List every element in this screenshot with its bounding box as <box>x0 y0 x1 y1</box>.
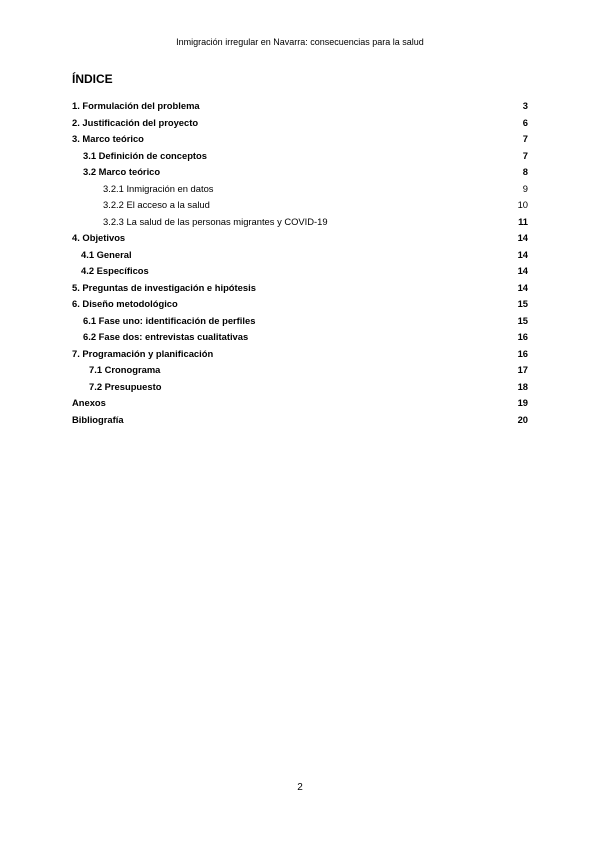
toc-entry-label: 3.2.1 Inmigración en datos <box>103 182 214 194</box>
toc-entry-label: 3. Marco teórico <box>72 133 144 144</box>
running-header: Inmigración irregular en Navarra: consecuencias para la salud <box>176 37 424 47</box>
toc-entry-page: 7 <box>522 133 528 144</box>
toc-entry-label: 6.1 Fase uno: identificación de perfiles <box>83 314 256 326</box>
toc-entry-page: 3 <box>522 100 528 111</box>
toc-entry-label: 4.2 Específicos <box>81 265 149 276</box>
table-of-contents <box>72 98 528 428</box>
toc-entry[interactable] <box>72 296 528 313</box>
toc-entry[interactable] <box>72 395 528 412</box>
toc-entry-label: 3.2.3 La salud de las personas migrantes y COVID-19 <box>103 215 328 227</box>
toc-entry-label: 4.1 General <box>81 248 132 260</box>
toc-entry[interactable] <box>72 362 528 379</box>
toc-entry-page: 14 <box>517 281 528 293</box>
toc-entry-page: 8 <box>522 166 528 177</box>
toc-entry-label: 7.2 Presupuesto <box>89 380 162 392</box>
toc-entry-page: 17 <box>517 364 528 375</box>
toc-entry[interactable] <box>72 181 528 198</box>
toc-entry[interactable] <box>72 197 528 214</box>
toc-entry-page: 16 <box>517 331 528 342</box>
toc-entry-page: 11 <box>518 215 528 227</box>
toc-entry[interactable] <box>72 98 528 115</box>
toc-entry[interactable] <box>72 263 528 280</box>
toc-entry[interactable] <box>72 412 528 429</box>
toc-entry-label: 5. Preguntas de investigación e hipótesis <box>72 281 256 293</box>
toc-entry-page: 9 <box>522 182 528 194</box>
toc-entry-label: 3.2.2 El acceso a la salud <box>103 199 210 210</box>
toc-entry-page: 15 <box>517 314 528 326</box>
toc-entry-page: 20 <box>517 413 528 425</box>
toc-entry[interactable] <box>72 148 528 165</box>
toc-entry[interactable] <box>72 313 528 330</box>
toc-entry-label: 2. Justificación del proyecto <box>72 116 199 128</box>
toc-entry[interactable] <box>72 379 528 396</box>
toc-entry[interactable] <box>72 214 528 231</box>
toc-entry-label: 4. Objetivos <box>72 232 126 243</box>
toc-entry-page: 14 <box>517 265 528 276</box>
toc-entry[interactable] <box>72 230 528 247</box>
toc-entry-label: 6.2 Fase dos: entrevistas cualitativas <box>83 331 249 342</box>
toc-entry-label: 7.1 Cronograma <box>89 364 161 375</box>
toc-entry-label: 3.2 Marco teórico <box>83 166 161 177</box>
toc-entry-label: 1. Formulación del problema <box>72 100 200 111</box>
toc-entry-page: 15 <box>517 298 528 309</box>
toc-entry[interactable] <box>72 131 528 148</box>
toc-entry-label: 6. Diseño metodológico <box>72 298 178 309</box>
toc-entry[interactable] <box>72 164 528 181</box>
toc-entry-page: 18 <box>517 380 528 392</box>
toc-entry-label: Bibliografía <box>72 413 124 425</box>
toc-entry-page: 6 <box>522 116 528 128</box>
toc-entry-page: 14 <box>517 248 528 260</box>
toc-entry[interactable] <box>72 346 528 363</box>
toc-entry[interactable] <box>72 247 528 264</box>
toc-entry-page: 19 <box>517 397 528 408</box>
page-number: 2 <box>297 782 303 793</box>
toc-entry-label: 3.1 Definición de conceptos <box>83 149 207 161</box>
toc-entry-page: 14 <box>517 232 528 243</box>
toc-entry[interactable] <box>72 329 528 346</box>
toc-entry[interactable] <box>72 280 528 297</box>
toc-entry[interactable] <box>72 115 528 132</box>
toc-entry-page: 16 <box>517 347 528 359</box>
toc-entry-label: Anexos <box>72 397 106 408</box>
toc-entry-page: 10 <box>517 199 528 210</box>
toc-entry-page: 7 <box>522 149 528 161</box>
toc-title: ÍNDICE <box>72 72 113 86</box>
toc-entry-label: 7. Programación y planificación <box>72 347 214 359</box>
